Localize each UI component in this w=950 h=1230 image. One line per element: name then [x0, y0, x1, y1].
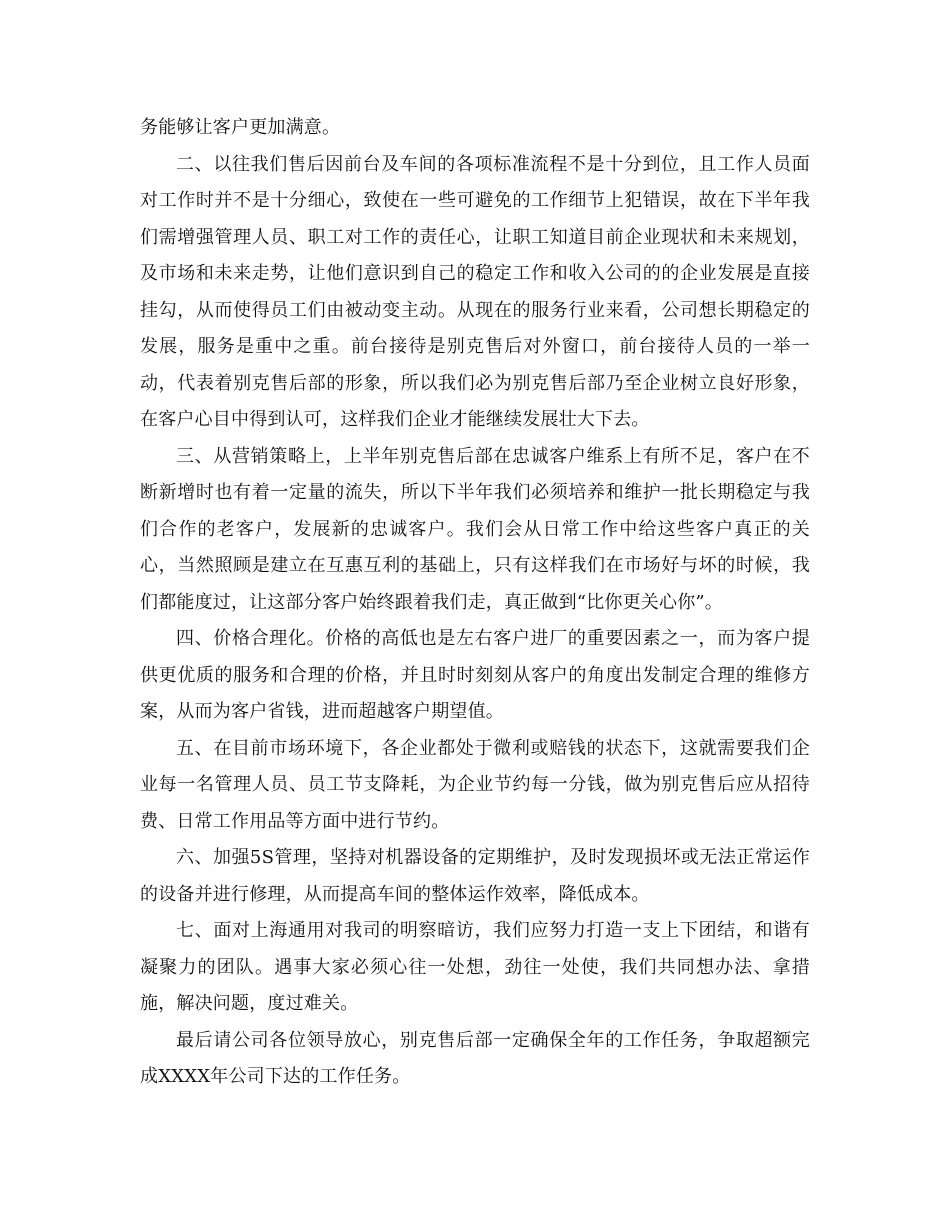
- paragraph-item-6: 六、加强5S管理，坚持对机器设备的定期维护，及时发现损坏或无法正常运作的设备并进行修理，从而提高车间的整体运作效率，降低成本。: [140, 847, 810, 905]
- paragraph-item-4: 四、价格合理化。价格的高低也是左右客户进厂的重要因素之一，而为客户提供更优质的服务和合理的价格，并且时时刻刻从客户的角度出发制定合理的维修方案，从而为客户省钱，进而超越客户期望值。: [140, 628, 810, 722]
- paragraph-item-3: 三、从营销策略上，上半年别克售后部在忠诚客户维系上有所不足，客户在不断新增时也有着一定量的流失，所以下半年我们必须培养和维护一批长期稳定与我们合作的老客户，发展新的忠诚客户。我们会从日常工作中给这些客户真正的关心，当然照顾是建立在互惠互利的基础上，只有这样我们在市场好与坏的时候，我们都能度过，让这部分客户始终跟着我们走，真正做到“比你更关心你”。: [140, 445, 810, 613]
- paragraph-continuation: 务能够让客户更加满意。: [140, 117, 341, 138]
- paragraph-closing: 最后请公司各位领导放心，别克售后部一定确保全年的工作任务，争取超额完成XXXX年公司下达的工作任务。: [140, 1029, 810, 1087]
- paragraph-item-5: 五、在目前市场环境下，各企业都处于微利或赔钱的状态下，这就需要我们企业每一名管理人员、员工节支降耗，为企业节约每一分钱，做为别克售后应从招待费、日常工作用品等方面中进行节约。: [140, 737, 810, 832]
- paragraph-item-7: 七、面对上海通用对我司的明察暗访，我们应努力打造一支上下团结，和谐有凝聚力的团队。遇事大家必须心往一处想，劲往一处使，我们共同想办法、拿措施，解决问题，度过难关。: [140, 920, 810, 1014]
- paragraph-item-2: 二、以往我们售后因前台及车间的各项标准流程不是十分到位，且工作人员面对工作时并不是十分细心，致使在一些可避免的工作细节上犯错误，故在下半年我们需增强管理人员、职工对工作的责任心，让职工知道目前企业现状和未来规划，及市场和未来走势，让他们意识到自己的稳定工作和收入公司的的企业发展是直接挂勾，从而使得员工们由被动变主动。从现在的服务行业来看，公司想长期稳定的发展，服务是重中之重。前台接待是别克售后对外窗口，前台接待人员的一举一动，代表着别克售后部的形象，所以我们必为别克售后部乃至企业树立良好形象，在客户心目中得到认可，这样我们企业才能继续发展壮大下去。: [140, 153, 810, 430]
- document-body: [140, 110, 810, 1096]
